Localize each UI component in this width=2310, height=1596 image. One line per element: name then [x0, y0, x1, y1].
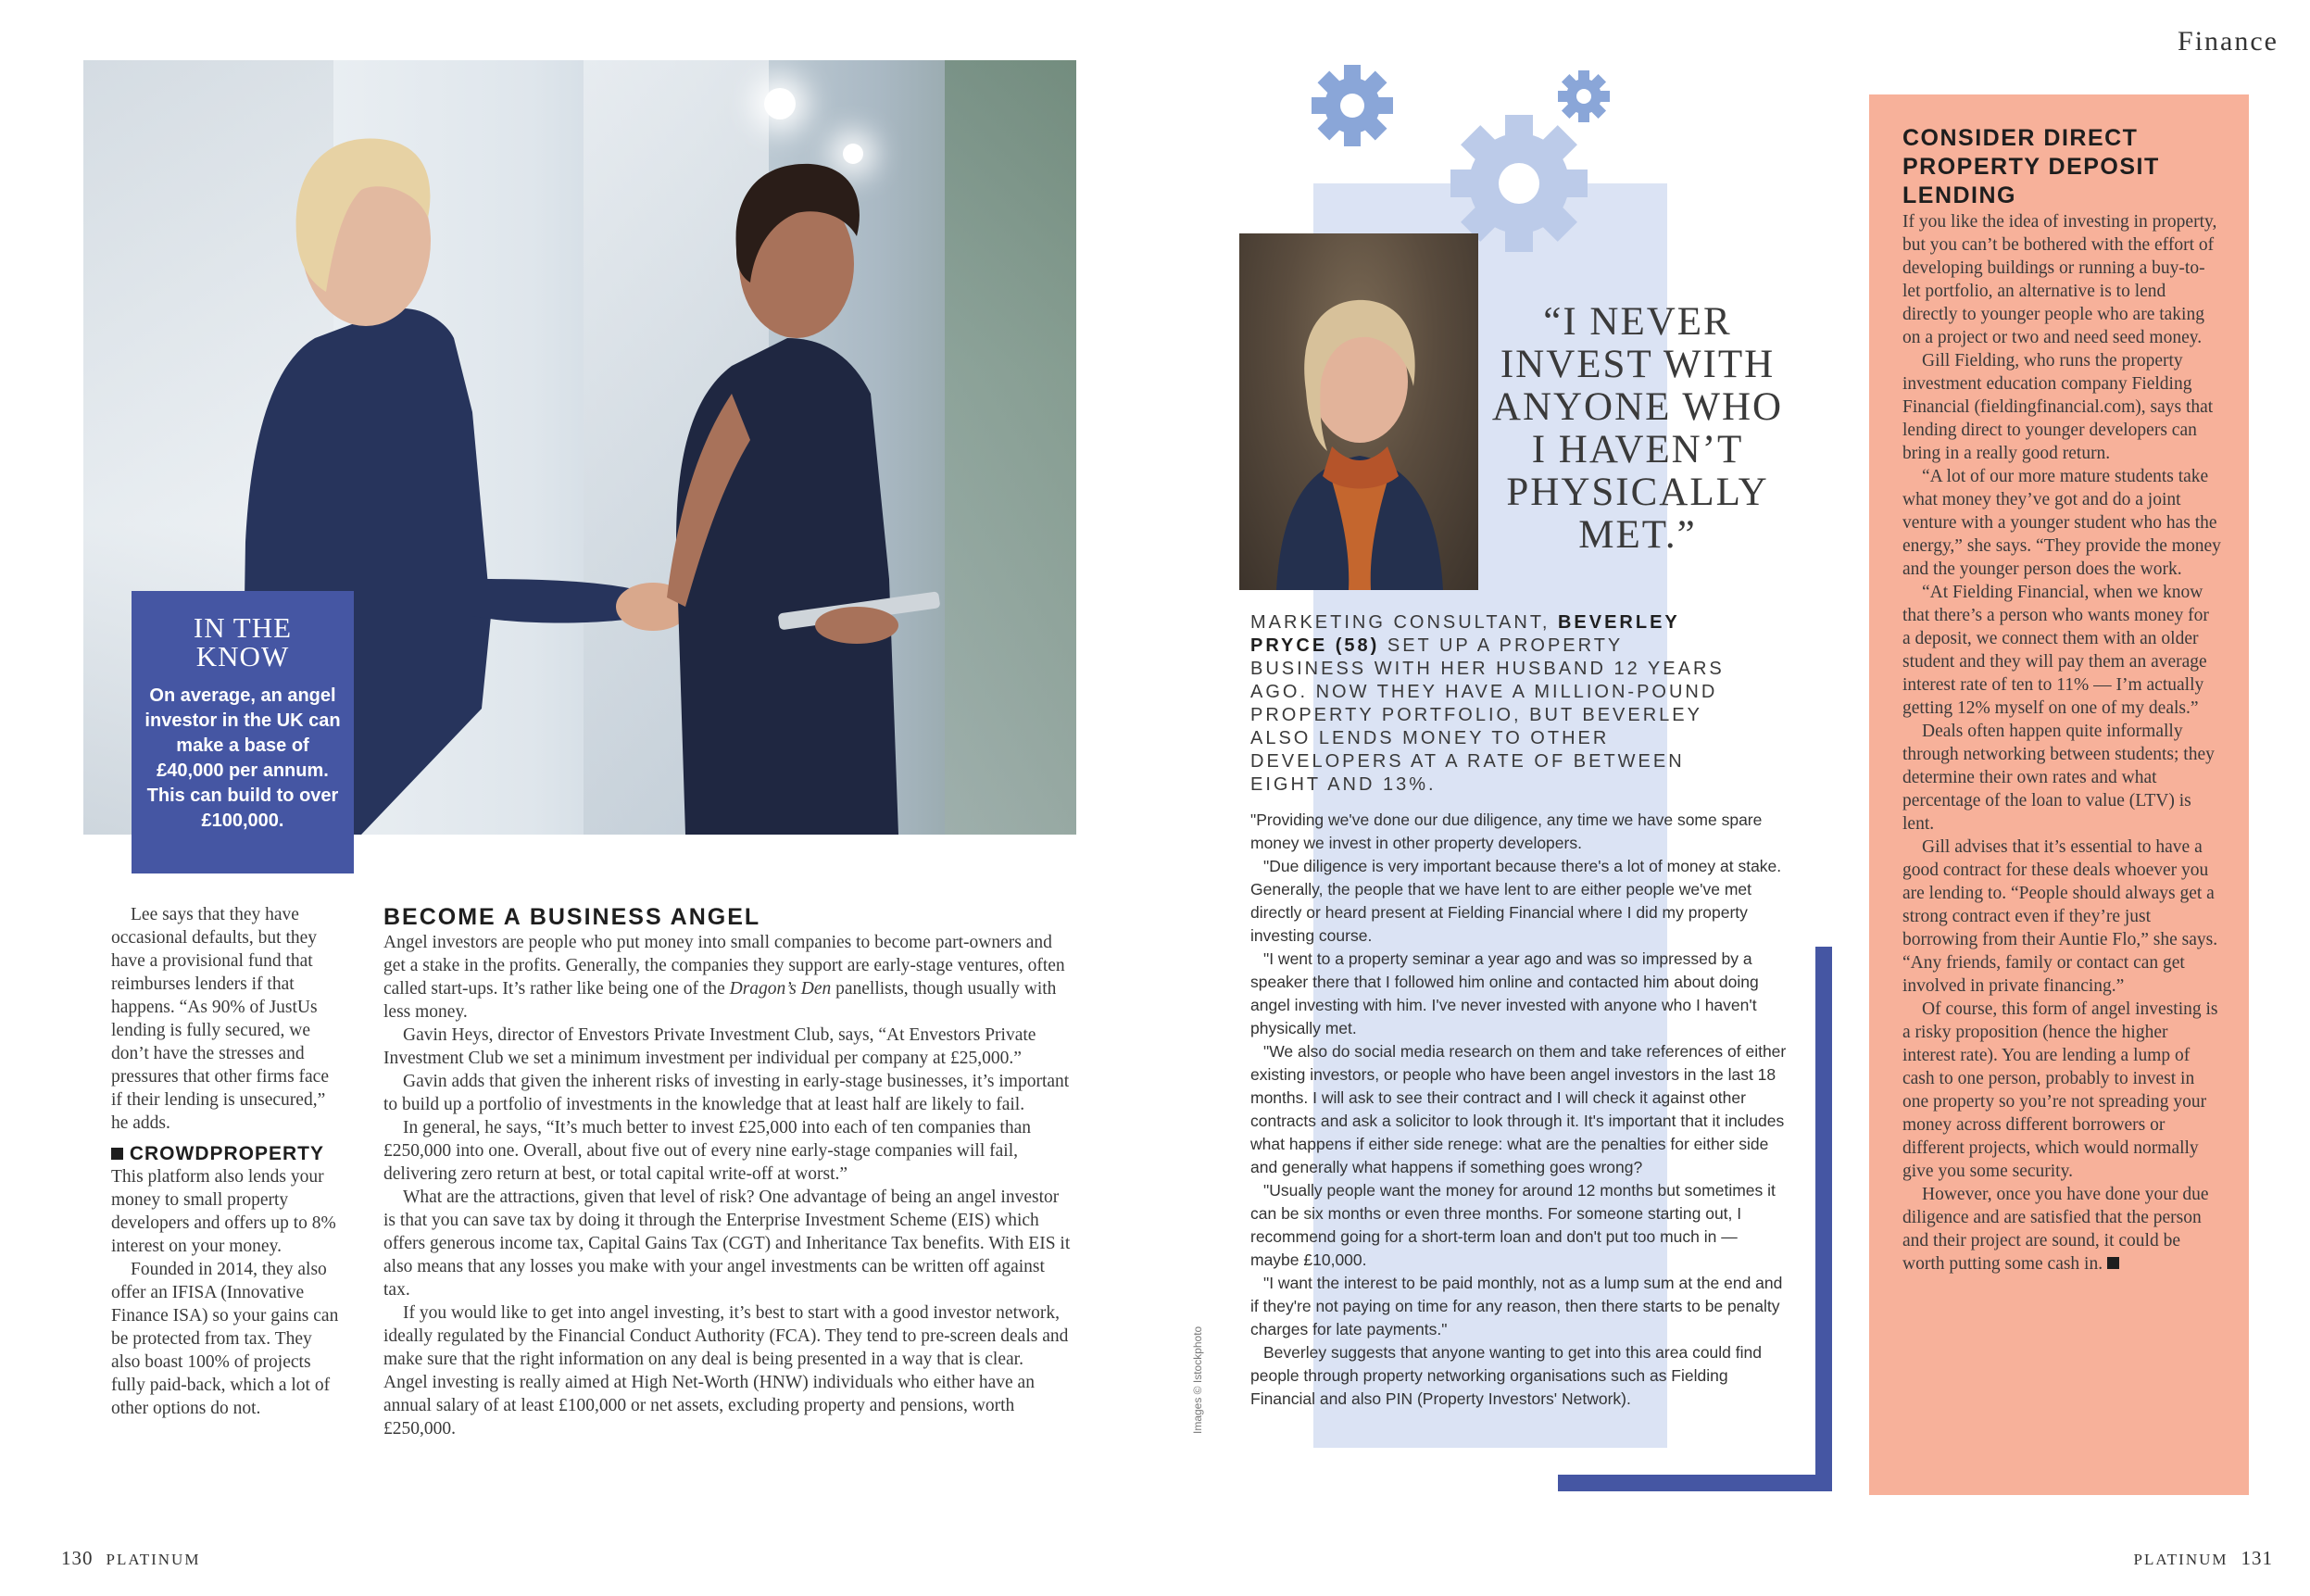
portrait-beverley-pryce [1239, 233, 1478, 590]
left-paragraph: Founded in 2014, they also offer an IFISA (Innovative Finance ISA) so your gains can be protected from tax. They also boast 100% of projects fully paid-back, which a lot of other options do not. [111, 1260, 339, 1418]
blue-frame-vertical [1815, 947, 1832, 1491]
angel-heading: BECOME A BUSINESS ANGEL [383, 904, 761, 930]
magazine-name-right: PLATINUM [2133, 1551, 2228, 1568]
sidebar-heading: CONSIDER DIRECT PROPERTY DEPOSIT LENDING [1902, 125, 2160, 208]
sidebar-paragraph: Gill Fielding, who runs the property investment education company Fielding Financial (fieldingfinancial.com), says that lending direct to younger developers can bring in a really good return. [1902, 351, 2214, 463]
sidebar-deposit-lending [1869, 94, 2249, 1495]
gear-icon [1312, 65, 1393, 146]
sidebar-paragraph: Of course, this form of angel investing is a risky proposition (hence the higher interest rate). You are lending a lump of cash to one person, probably to invest in one property so you’re not spreading your money across different borrowers or different projects, which would normally give you some security. [1902, 999, 2218, 1181]
pull-quote: “I NEVER INVEST WITH ANYONE WHO I HAVEN’T PHYSICALLY MET.” [1491, 300, 1784, 557]
beverley-paragraph: "Providing we've done our due diligence, any time we have some spare money we invest in other property developers. [1250, 811, 1763, 852]
blue-frame-horizontal [1558, 1475, 1832, 1491]
in-the-know-title-line1: IN THE [193, 611, 293, 644]
magazine-name-left: PLATINUM [106, 1551, 201, 1568]
angel-paragraph: In general, he says, “It’s much better to invest £25,000 into each of ten companies than £250,000 into one. Overall, about five out of every nine early-stage companies will fail, delivering zero return at best, or total capital write-off at worst.” [383, 1118, 1031, 1184]
folio-left [61, 1547, 200, 1570]
angel-paragraph: If you would like to get into angel investing, it’s best to start with a good investor network, ideally regulated by the Financial Conduct Authority (FCA). They tend to pre-screen deals and make sure that the right information on any deal is being presented in a way that is clear. Angel investing is really aimed at High Net-Worth (HNW) individuals who either have an annual salary of at least £100,000 or net assets, excluding property and pensions, worth £250,000. [383, 1303, 1069, 1439]
sidebar-paragraph: “At Fielding Financial, when we know that there’s a person who wants money for a deposit, we connect them with an older student and they will pay them an average interest rate of ten to 11% — I’m actually getting 12% myself on one of my deals.” [1902, 583, 2209, 718]
sidebar-paragraph: If you like the idea of investing in property, but you can’t be bothered with the effort of developing buildings or running a buy-to-let portfolio, an alternative is to lend directly to younger people who are taking on a project or two and need seed money. [1902, 212, 2217, 347]
sidebar-paragraph: Deals often happen quite informally through networking between students; they determine their own rates and what percentage of the loan to value (LTV) is lent. [1902, 722, 2215, 834]
caption-text: MARKETING CONSULTANT, [1250, 612, 1558, 633]
dragons-den-text: Dragon’s Den [729, 979, 832, 999]
crowdproperty-heading [111, 1142, 339, 1165]
gear-icon [1450, 115, 1588, 252]
crowdproperty-heading-text: CROWDPROPERTY [129, 1143, 325, 1164]
angel-paragraph [383, 931, 1071, 1024]
angel-paragraph: Gavin Heys, director of Envestors Private Investment Club, says, “At Envestors Private Investment Club we set a minimum investment per individual per company at £25,000.” [383, 1025, 1036, 1068]
in-the-know-title [132, 613, 354, 671]
in-the-know-text: On average, an angel investor in the UK can make a base of £40,000 per annum. This can build to over £100,000. [144, 685, 341, 831]
left-paragraph: This platform also lends your money to small property developers and offers up to 8% interest on your money. [111, 1167, 336, 1256]
end-mark-icon [2107, 1257, 2119, 1269]
page-number-left: 130 [61, 1547, 94, 1569]
caption-name: BEVERLEY PRYCE (58) [1250, 612, 1680, 656]
beverley-article [1250, 809, 1788, 1411]
sidebar-paragraph: “A lot of our more mature students take what money they’ve got and do a joint venture with a younger student who has the energy,” she says. “They provide the money and the younger person does the work. [1902, 467, 2221, 579]
bullet-square-icon [111, 1148, 123, 1160]
sidebar-body [1902, 210, 2221, 1276]
angel-paragraph: Gavin adds that given the inherent risks of investing in early-stage businesses, it’s important to build up a portfolio of investments in the knowledge that at least half are likely to fail. [383, 1072, 1070, 1114]
section-label: Finance [2178, 26, 2279, 57]
folio-right [2134, 1547, 2273, 1570]
portrait-caption [1250, 611, 1732, 797]
beverley-paragraph: "I went to a property seminar a year ago and was so impressed by a speaker there that I followed him online and contacted him about doing angel investing with him. I've never invested with anyone who I haven't physically met. [1250, 949, 1759, 1037]
gear-icon [1558, 70, 1610, 122]
left-column [111, 903, 339, 1420]
angel-paragraph: What are the attractions, given that level of risk? One advantage of being an angel investor is that you can save tax by doing it through the Enterprise Investment Scheme (EIS) which offers generous income tax, Capital Gains Tax (CGT) and Inheritance Tax benefits. With EIS it also means that any losses you make with your angel investments can be written off against tax. [383, 1188, 1071, 1300]
beverley-paragraph: "Due diligence is very important because there's a lot of money at stake. Generally, the people that we have lent to are either people we've met directly or heard present at Fielding Financial where I did my property investing course. [1250, 857, 1782, 945]
in-the-know-title-line2: KNOW [195, 640, 290, 672]
sidebar-paragraph: Gill advises that it’s essential to have a good contract for these deals whoever you are lending to. “People should always get a strong contract even if they’re just borrowing from their Auntie Flo,” she says. “Any friends, family or contact can get involved in private financing.” [1902, 837, 2218, 996]
beverley-paragraph: "I want the interest to be paid monthly, not as a lump sum at the end and if they're not paying on time for any reason, then there starts to be penalty charges for late payments." [1250, 1274, 1783, 1338]
portrait-illustration [1239, 233, 1478, 590]
in-the-know-box [132, 591, 354, 873]
beverley-paragraph: Beverley suggests that anyone wanting to get into this area could find people through property networking organisations such as Fielding Financial and also PIN (Property Investors' Network). [1250, 1343, 1762, 1408]
image-credit: Images © Istockphoto [1191, 1326, 1204, 1434]
beverley-paragraph: "Usually people want the money for around 12 months but sometimes it can be six months or even three months. For someone starting out, I recommend going for a short-term loan and don't put too much in — maybe £10,000. [1250, 1181, 1776, 1269]
sidebar-text: However, once you have done your due diligence and are satisfied that the person and their project are sound, it could be worth putting some cash in. [1902, 1185, 2209, 1274]
left-paragraph: Lee says that they have occasional defaults, but they have a provisional fund that reimburses lenders if that happens. “As 90% of JustUs lending is fully secured, we don’t have the stresses and pressures that other firms face if their lending is unsecured,” he adds. [111, 905, 329, 1133]
beverley-paragraph: "We also do social media research on them and take references of either existing investors, or people who have been angel investors in the last 18 months. I will ask to see their contract and I will check it against other contracts and ask a solicitor to look through it. It's important that it includes what happens if either side renege: what are the penalties for either side and generally what happens if something goes wrong? [1250, 1042, 1787, 1176]
angel-text: panellists, though usually with less money. [383, 979, 1057, 1022]
sidebar-paragraph [1902, 1183, 2221, 1276]
angel-article [383, 903, 1071, 1440]
angel-text: Angel investors are people who put money into small companies to become part-owners and get a stake in the profits. Generally, the companies they support are early-stage ventures, often called start-ups. It’s rather like being one of the [383, 933, 1065, 999]
caption-text: SET UP A PROPERTY BUSINESS WITH HER HUSBAND 12 YEARS AGO. NOW THEY HAVE A MILLION-POUND PROPERTY PORTFOLIO, BUT BEVERLEY ALSO LENDS MONEY TO OTHER DEVELOPERS AT A RATE OF BETWEEN EIGHT AND 13%. [1250, 635, 1725, 795]
page-number-right: 131 [2241, 1547, 2273, 1569]
